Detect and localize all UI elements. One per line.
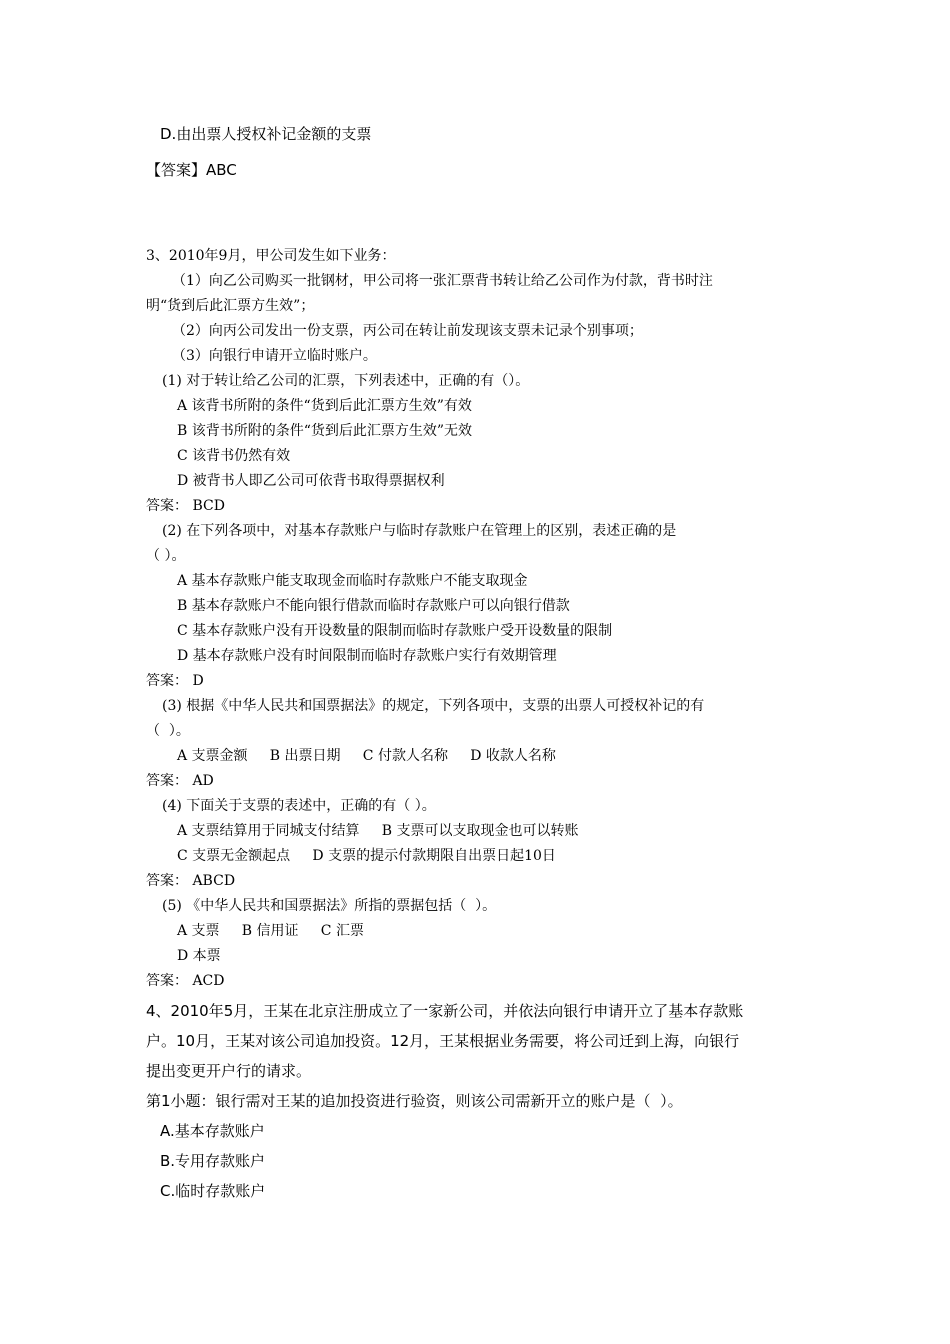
sub-question-5: (5) 《中华人民共和国票据法》所指的票据包括（ ）。: [162, 898, 497, 914]
answer-text: 【答案】ABC: [146, 161, 237, 179]
q3-item-1-line-1: （1）向乙公司购买一批钢材，甲公司将一张汇票背书转让给乙公司作为付款，背书时注: [172, 273, 713, 289]
sub4-options-line-1: A 支票结算用于同城支付结算 B 支票可以支取现金也可以转账: [177, 823, 579, 839]
sub2-answer: 答案： D: [146, 673, 204, 689]
sub-question-2-line-2: （ ）。: [146, 548, 186, 564]
sub2-option-a: A 基本存款账户能支取现金而临时存款账户不能支取现金: [177, 573, 528, 589]
question-4-sub-question-1: 第1小题：银行需对王某的追加投资进行验资，则该公司需新开立的账户是（ ）。: [146, 1092, 683, 1110]
sub2-option-b: B 基本存款账户不能向银行借款而临时存款账户可以向银行借款: [177, 598, 570, 614]
q4-option-a: A.基本存款账户: [160, 1122, 265, 1140]
q3-item-1-line-2: 明“货到后此汇票方生效”；: [146, 298, 315, 314]
option-d-text: D.由出票人授权补记金额的支票: [160, 125, 372, 143]
sub-question-3-line-2: （ ）。: [146, 723, 190, 739]
sub3-options: A 支票金额 B 出票日期 C 付款人名称 D 收款人名称: [177, 748, 556, 764]
q3-item-3: （3）向银行申请开立临时账户。: [172, 348, 377, 364]
sub2-option-d: D 基本存款账户没有时间限制而临时存款账户实行有效期管理: [177, 648, 557, 664]
question-4-line-1: 4、2010年5月，王某在北京注册成立了一家新公司，并依法向银行申请开立了基本存款账: [146, 1002, 744, 1020]
question-3-title: 3、2010年9月，甲公司发生如下业务：: [146, 248, 396, 264]
sub1-option-d: D 被背书人即乙公司可依背书取得票据权利: [177, 473, 445, 489]
sub5-options-line-2: D 本票: [177, 948, 221, 964]
sub-question-3-line-1: (3) 根据《中华人民共和国票据法》的规定，下列各项中，支票的出票人可授权补记的有: [162, 698, 705, 714]
sub3-answer: 答案： AD: [146, 773, 214, 789]
sub-question-4: (4) 下面关于支票的表述中，正确的有（ ）。: [162, 798, 436, 814]
sub4-answer: 答案： ABCD: [146, 873, 236, 889]
sub4-options-line-2: C 支票无金额起点 D 支票的提示付款期限自出票日起10日: [177, 848, 556, 864]
q4-option-b: B.专用存款账户: [160, 1152, 266, 1170]
sub1-option-a: A 该背书所附的条件“货到后此汇票方生效”有效: [177, 398, 472, 414]
sub1-option-b: B 该背书所附的条件“货到后此汇票方生效”无效: [177, 423, 473, 439]
question-4-line-2: 户。10月，王某对该公司追加投资。12月，王某根据业务需要，将公司迁到上海，向银行: [146, 1032, 740, 1050]
q4-option-c: C.临时存款账户: [160, 1182, 266, 1200]
q3-item-2: （2）向丙公司发出一份支票，丙公司在转让前发现该支票未记录个别事项；: [172, 323, 643, 339]
sub1-option-c: C 该背书仍然有效: [177, 448, 291, 464]
sub-question-2-line-1: (2) 在下列各项中，对基本存款账户与临时存款账户在管理上的区别，表述正确的是: [162, 523, 677, 539]
sub2-option-c: C 基本存款账户没有开设数量的限制而临时存款账户受开设数量的限制: [177, 623, 613, 639]
sub5-answer: 答案： ACD: [146, 973, 225, 989]
question-4-line-3: 提出变更开户行的请求。: [146, 1062, 312, 1080]
sub1-answer: 答案： BCD: [146, 498, 225, 514]
sub5-options-line-1: A 支票 B 信用证 C 汇票: [177, 923, 364, 939]
sub-question-1: (1) 对于转让给乙公司的汇票，下列表述中，正确的有（）。: [162, 373, 530, 389]
